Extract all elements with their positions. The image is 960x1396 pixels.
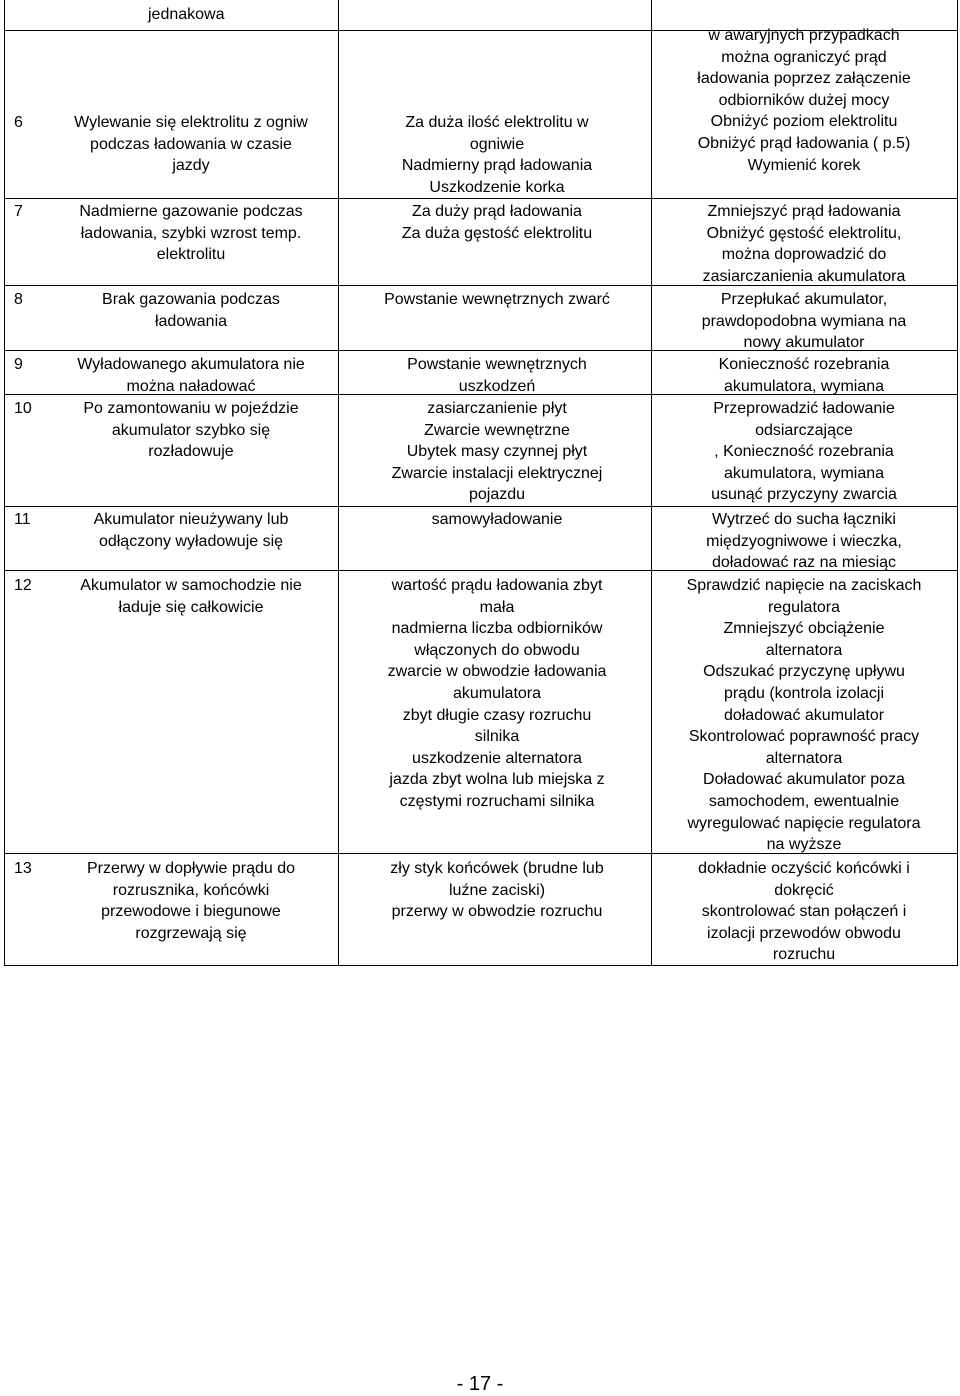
table-row-13-cause: zły styk końcówek (brudne lub luźne zaciski) przerwy w obwodzie rozruchu bbox=[390, 860, 604, 921]
table-row-7-remedy: Zmniejszyć prąd ładowania Obniżyć gęstość elektrolitu, można doprowadzić do zasiarczanienia akumulatora bbox=[702, 203, 906, 285]
page-number: - 17 - bbox=[456, 1373, 504, 1395]
row-number: 9 bbox=[14, 356, 23, 373]
table-border-right bbox=[957, 0, 958, 966]
problem-text: Nadmierne gazowanie podczas ładowania, szybki wzrost temp. elektrolitu bbox=[79, 203, 303, 264]
problem-text: Wyładowanego akumulatora nie można naładować bbox=[77, 356, 305, 395]
table-row-8-remedy: Przepłukać akumulator, prawdopodobna wymiana na nowy akumulator bbox=[701, 291, 907, 352]
table-row-10-cause: zasiarczanienie płyt Zwarcie wewnętrzne Ubytek masy czynnej płyt Zwarcie instalacji elektrycznej pojazdu bbox=[391, 400, 603, 504]
table-row-8-cause: Powstanie wewnętrznych zwarć bbox=[384, 291, 610, 308]
row-number: 11 bbox=[14, 511, 31, 528]
table-row-6-cause: Za duża ilość elektrolitu w ogniwie Nadmierny prąd ładowania Uszkodzenie korka bbox=[401, 114, 593, 196]
table-row-7-cause: Za duży prąd ładowania Za duża gęstość elektrolitu bbox=[401, 203, 593, 242]
table-row-13-problem bbox=[14, 858, 334, 944]
fragment-problem-text: jednakowa bbox=[148, 6, 225, 23]
row-number: 10 bbox=[14, 400, 32, 417]
row-number: 8 bbox=[14, 291, 23, 308]
problem-text: Akumulator nieużywany lub odłączony wyładowuje się bbox=[93, 511, 289, 550]
column-divider-2 bbox=[651, 0, 652, 966]
column-divider-1 bbox=[338, 0, 339, 966]
table-row-13-remedy: dokładnie oczyścić końcówki i dokręcić skontrolować stan połączeń i izolacji przewodów obwodu rozruchu bbox=[698, 860, 910, 964]
row-number: 13 bbox=[14, 860, 32, 877]
table-row-8-problem bbox=[14, 289, 334, 332]
table-row-10-problem bbox=[14, 398, 334, 463]
problem-text: Po zamontowaniu w pojeździe akumulator szybko się rozładowuje bbox=[83, 400, 299, 461]
table-border-left bbox=[4, 0, 5, 966]
table-row-11-problem bbox=[14, 509, 334, 552]
row-number: 6 bbox=[14, 114, 23, 131]
table-row-9-remedy: Konieczność rozebrania akumulatora, wymiana bbox=[718, 356, 890, 395]
table-row-12-cause: wartość prądu ładowania zbyt mała nadmierna liczba odbiorników włączonych do obwodu zwarcie w obwodzie ładowania akumulatora zbyt długie czasy rozruchu silnika uszkodzenie alternatora jazda zbyt wolna lub miejska z częstymi rozruchami silnika bbox=[387, 577, 607, 810]
table-row-9-cause: Powstanie wewnętrznych uszkodzeń bbox=[407, 356, 587, 395]
table-row-6-problem bbox=[14, 112, 334, 177]
table-row-7-problem bbox=[14, 201, 334, 266]
problem-text: Przerwy w dopływie prądu do rozrusznika, końcówki przewodowe i biegunowe rozgrzewają się bbox=[86, 860, 296, 942]
row-divider bbox=[4, 506, 958, 507]
table-row-11-cause: samowyładowanie bbox=[431, 511, 563, 528]
table-row-6-remedy: w awaryjnych przypadkach można ograniczyć prąd ładowania poprzez załączenie odbiorników dużej mocy Obniżyć poziom elektrolitu Obniżyć prąd ładowania ( p.5) Wymienić korek bbox=[697, 27, 911, 174]
table-row-12-problem bbox=[14, 575, 334, 618]
table-row-10-remedy: Przeprowadzić ładowanie odsiarczające , Konieczność rozebrania akumulatora, wymiana usunąć przyczyny zwarcia bbox=[711, 400, 897, 504]
row-number: 7 bbox=[14, 203, 23, 220]
problem-text: Wylewanie się elektrolitu z ogniw podczas ładowania w czasie jazdy bbox=[74, 114, 308, 175]
table-row-12-remedy: Sprawdzić napięcie na zaciskach regulatora Zmniejszyć obciążenie alternatora Odszukać przyczynę upływu prądu (kontrola izolacji doładować akumulator Skontrolować poprawność pracy alternatora Doładować akumulator poza samochodem, ewentualnie wyregulować napięcie regulatora na wyższe bbox=[686, 577, 922, 854]
problem-text: Akumulator w samochodzie nie ładuje się całkowicie bbox=[80, 577, 302, 616]
row-number: 12 bbox=[14, 577, 32, 594]
table-row-11-remedy: Wytrzeć do sucha łączniki międzyogniwowe i wieczka, doładować raz na miesiąc bbox=[706, 511, 902, 572]
problem-text: Brak gazowania podczas ładowania bbox=[102, 291, 280, 330]
table-row-9-problem bbox=[14, 354, 334, 397]
